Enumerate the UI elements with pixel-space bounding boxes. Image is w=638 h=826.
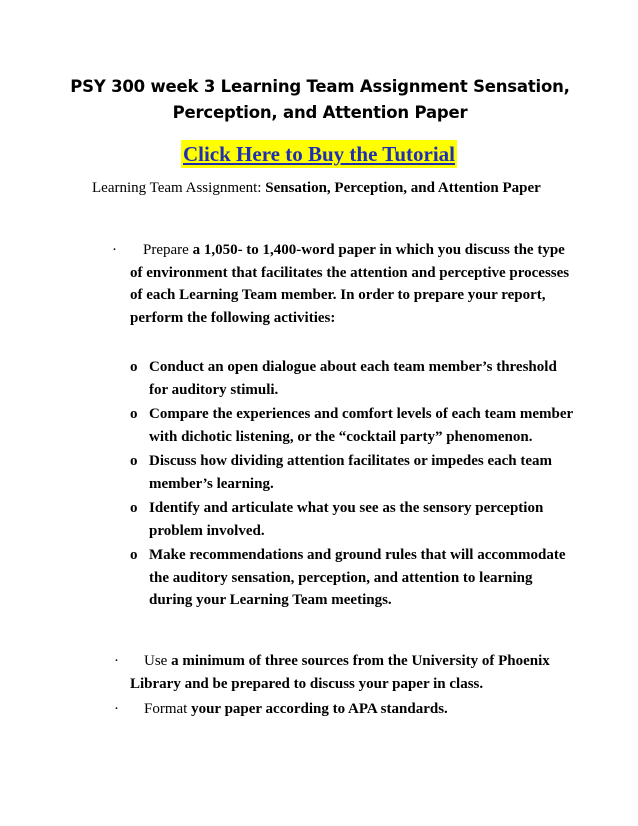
activity-2-line-1: Compare the experiences and comfort levels of each team member [149,406,574,422]
activity-4-line-1: Identify and articulate what you see as the sensory perception [149,500,544,516]
activity-3-bullet: o [130,453,138,469]
bullet-1-paragraph [130,239,569,329]
activity-4-line-2: problem involved. [149,522,265,539]
title-line-1: PSY 300 week 3 Learning Team Assignment Sensation, [70,77,570,96]
subtitle-prefix: Learning Team Assignment: [92,180,266,196]
activity-2-bullet: o [130,406,138,422]
bullet-3-dot: · [114,701,119,717]
bullet-2-verb: Use [144,653,172,669]
buy-tutorial-link[interactable]: Click Here to Buy the Tutorial [182,142,456,166]
activity-4 [149,497,589,542]
assignment-subtitle [92,178,541,198]
bullet-1-dot: · [112,242,117,258]
activity-4-bullet: o [130,500,138,516]
bullet-2-line-1: a minimum of three sources from the University of Phoenix [171,653,550,669]
activity-3-line-2: member’s learning. [149,475,274,492]
title-line-2: Perception, and Attention Paper [172,103,468,122]
bullet-1-line-4: perform the following activities: [130,309,336,326]
activity-5-line-2: the auditory sensation, perception, and attention to learning [149,569,533,586]
bullet-1-line-2: of environment that facilitates the attention and perceptive processes [130,264,570,281]
activity-1 [149,356,589,401]
bullet-1-line-1: a 1,050- to 1,400-word paper in which you discuss the type [192,242,565,258]
activity-2-line-2: with dichotic listening, or the “cocktail party” phenomenon. [149,428,533,445]
subtitle-bold: Sensation, Perception, and Attention Paper [265,180,541,196]
bullet-3-verb: Format [144,701,192,717]
bullet-2-dot: · [114,653,119,669]
activity-1-line-1: Conduct an open dialogue about each team member’s threshold [149,359,557,375]
activity-5-bullet: o [130,547,138,563]
activity-5-line-3: during your Learning Team meetings. [149,592,392,608]
activity-2 [149,403,589,448]
bullet-2-line-2: Library and be prepared to discuss your paper in class. [130,675,484,692]
activity-1-line-2: for auditory stimuli. [149,381,279,398]
document-title [60,74,580,126]
activity-5-line-1: Make recommendations and ground rules that will accommodate [149,547,566,563]
bullet-1-line-3: of each Learning Team member. In order to prepare your report, [130,287,546,303]
activity-3-line-1: Discuss how dividing attention facilitates or impedes each team [149,453,553,469]
activity-3 [149,450,589,495]
activity-5 [149,544,589,612]
bullet-3-line-1: your paper according to APA standards. [191,701,448,717]
bullet-1-verb: Prepare [143,242,193,258]
cta-container [0,140,638,168]
activity-1-bullet: o [130,359,138,375]
bullet-3-paragraph [130,698,448,721]
bullet-2-paragraph [130,650,550,695]
